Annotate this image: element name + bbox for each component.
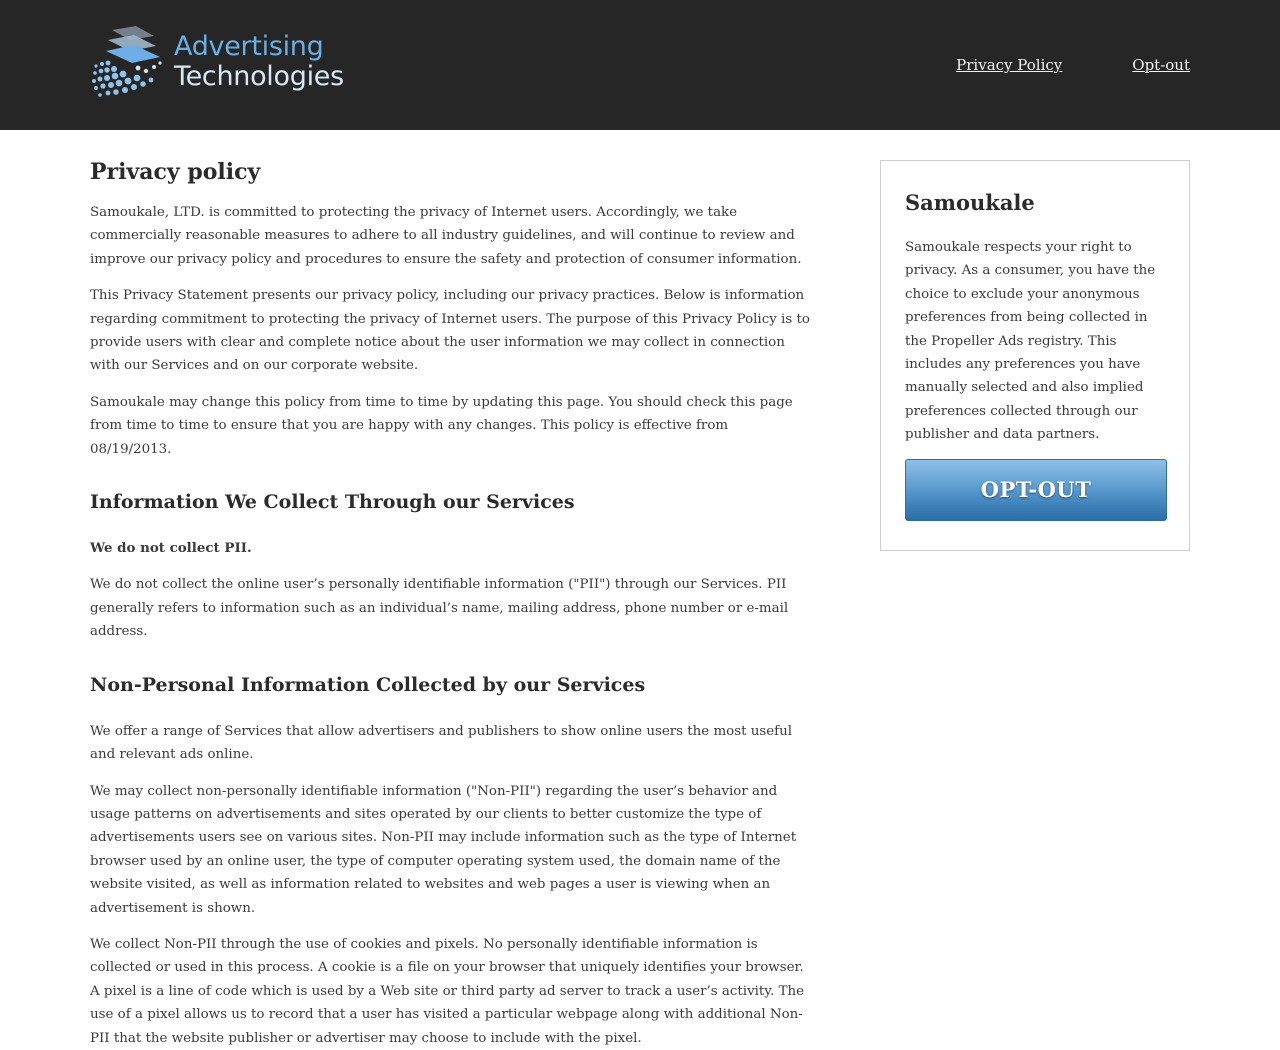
section-paragraph: We may collect non-personally identifiable information ("Non-PII") regarding the user’s behavior and usage patterns on advertisements and sites operated by our clients to better customize the type of advertisements users see on various sites. Non-PII may include information such as the type of Internet browser used by an online user, the type of computer operating system used, the domain name of the website visited, as well as information related to websites and web pages a user is viewing when an advertisement is shown. [90, 783, 797, 916]
intro-paragraph: This Privacy Statement presents our privacy policy, including our privacy practices. Below is information regarding commitment to protecting the privacy of Internet users. The purpose of this Privacy Policy is to provide users with clear and complete notice about the user information we may collect in connection with our Services and on our corporate website. [90, 288, 810, 374]
intro-paragraph: Samoukale, LTD. is committed to protecting the privacy of Internet users. Accordingly, we take commercially reasonable measures to adhere to all industry guidelines, and will continue to review and improve our privacy policy and procedures to ensure the safety and protection of consumer information. [90, 205, 802, 267]
logo-line-advertising: Advertising [174, 31, 324, 62]
page-title: Privacy policy [90, 159, 261, 185]
site-logo[interactable] [90, 24, 360, 100]
intro-paragraph: Samoukale may change this policy from time to time by updating this page. You should check this page from time to time to ensure that you are happy with any changes. This policy is effective from 08/19/2013. [90, 394, 793, 457]
nav-link-privacy-policy[interactable]: Privacy Policy [956, 56, 1063, 74]
opt-out-button[interactable]: OPT-OUT [905, 459, 1167, 521]
no-pii-note: We do not collect PII. [90, 540, 252, 557]
section-heading-information-collected: Information We Collect Through our Services [90, 491, 575, 514]
logo-line-technologies: Technologies [174, 61, 344, 92]
site-header [0, 0, 1280, 130]
main-content [90, 130, 810, 1050]
section-paragraph: We do not collect the online user’s personally identifiable information ("PII") through our Services. PII generally refers to information such as an individual’s name, mailing address, phone number or e-mail address. [90, 577, 789, 640]
opt-out-sidebar [880, 160, 1190, 551]
sidebar-text: Samoukale respects your right to privacy. As a consumer, you have the choice to exclude your anonymous preferences from being collected in the Propeller Ads registry. This includes any preferences you have manually selected and also implied preferences collected through our publisher and data partners. [905, 240, 1156, 443]
top-nav [956, 56, 1190, 74]
section-paragraph: We collect Non-PII through the use of cookies and pixels. No personally identifiable information is collected or used in this process. A cookie is a file on your browser that uniquely identifies your browser. A pixel is a line of code which is used by a Web site or third party ad server to track a user’s activity. The use of a pixel allows us to record that a user has visited a particular webpage along with additional Non-PII that the website publisher or advertiser may choose to include with the pixel. [90, 936, 805, 1046]
nav-link-opt-out[interactable]: Opt-out [1132, 56, 1190, 74]
logo-layers-icon [90, 24, 168, 100]
logo-wordmark [174, 32, 344, 92]
sidebar-title: Samoukale [905, 190, 1035, 215]
section-paragraph: We offer a range of Services that allow advertisers and publishers to show online users the most useful and relevant ads online. [90, 723, 793, 763]
section-heading-non-personal-information: Non-Personal Information Collected by our Services [90, 673, 646, 696]
